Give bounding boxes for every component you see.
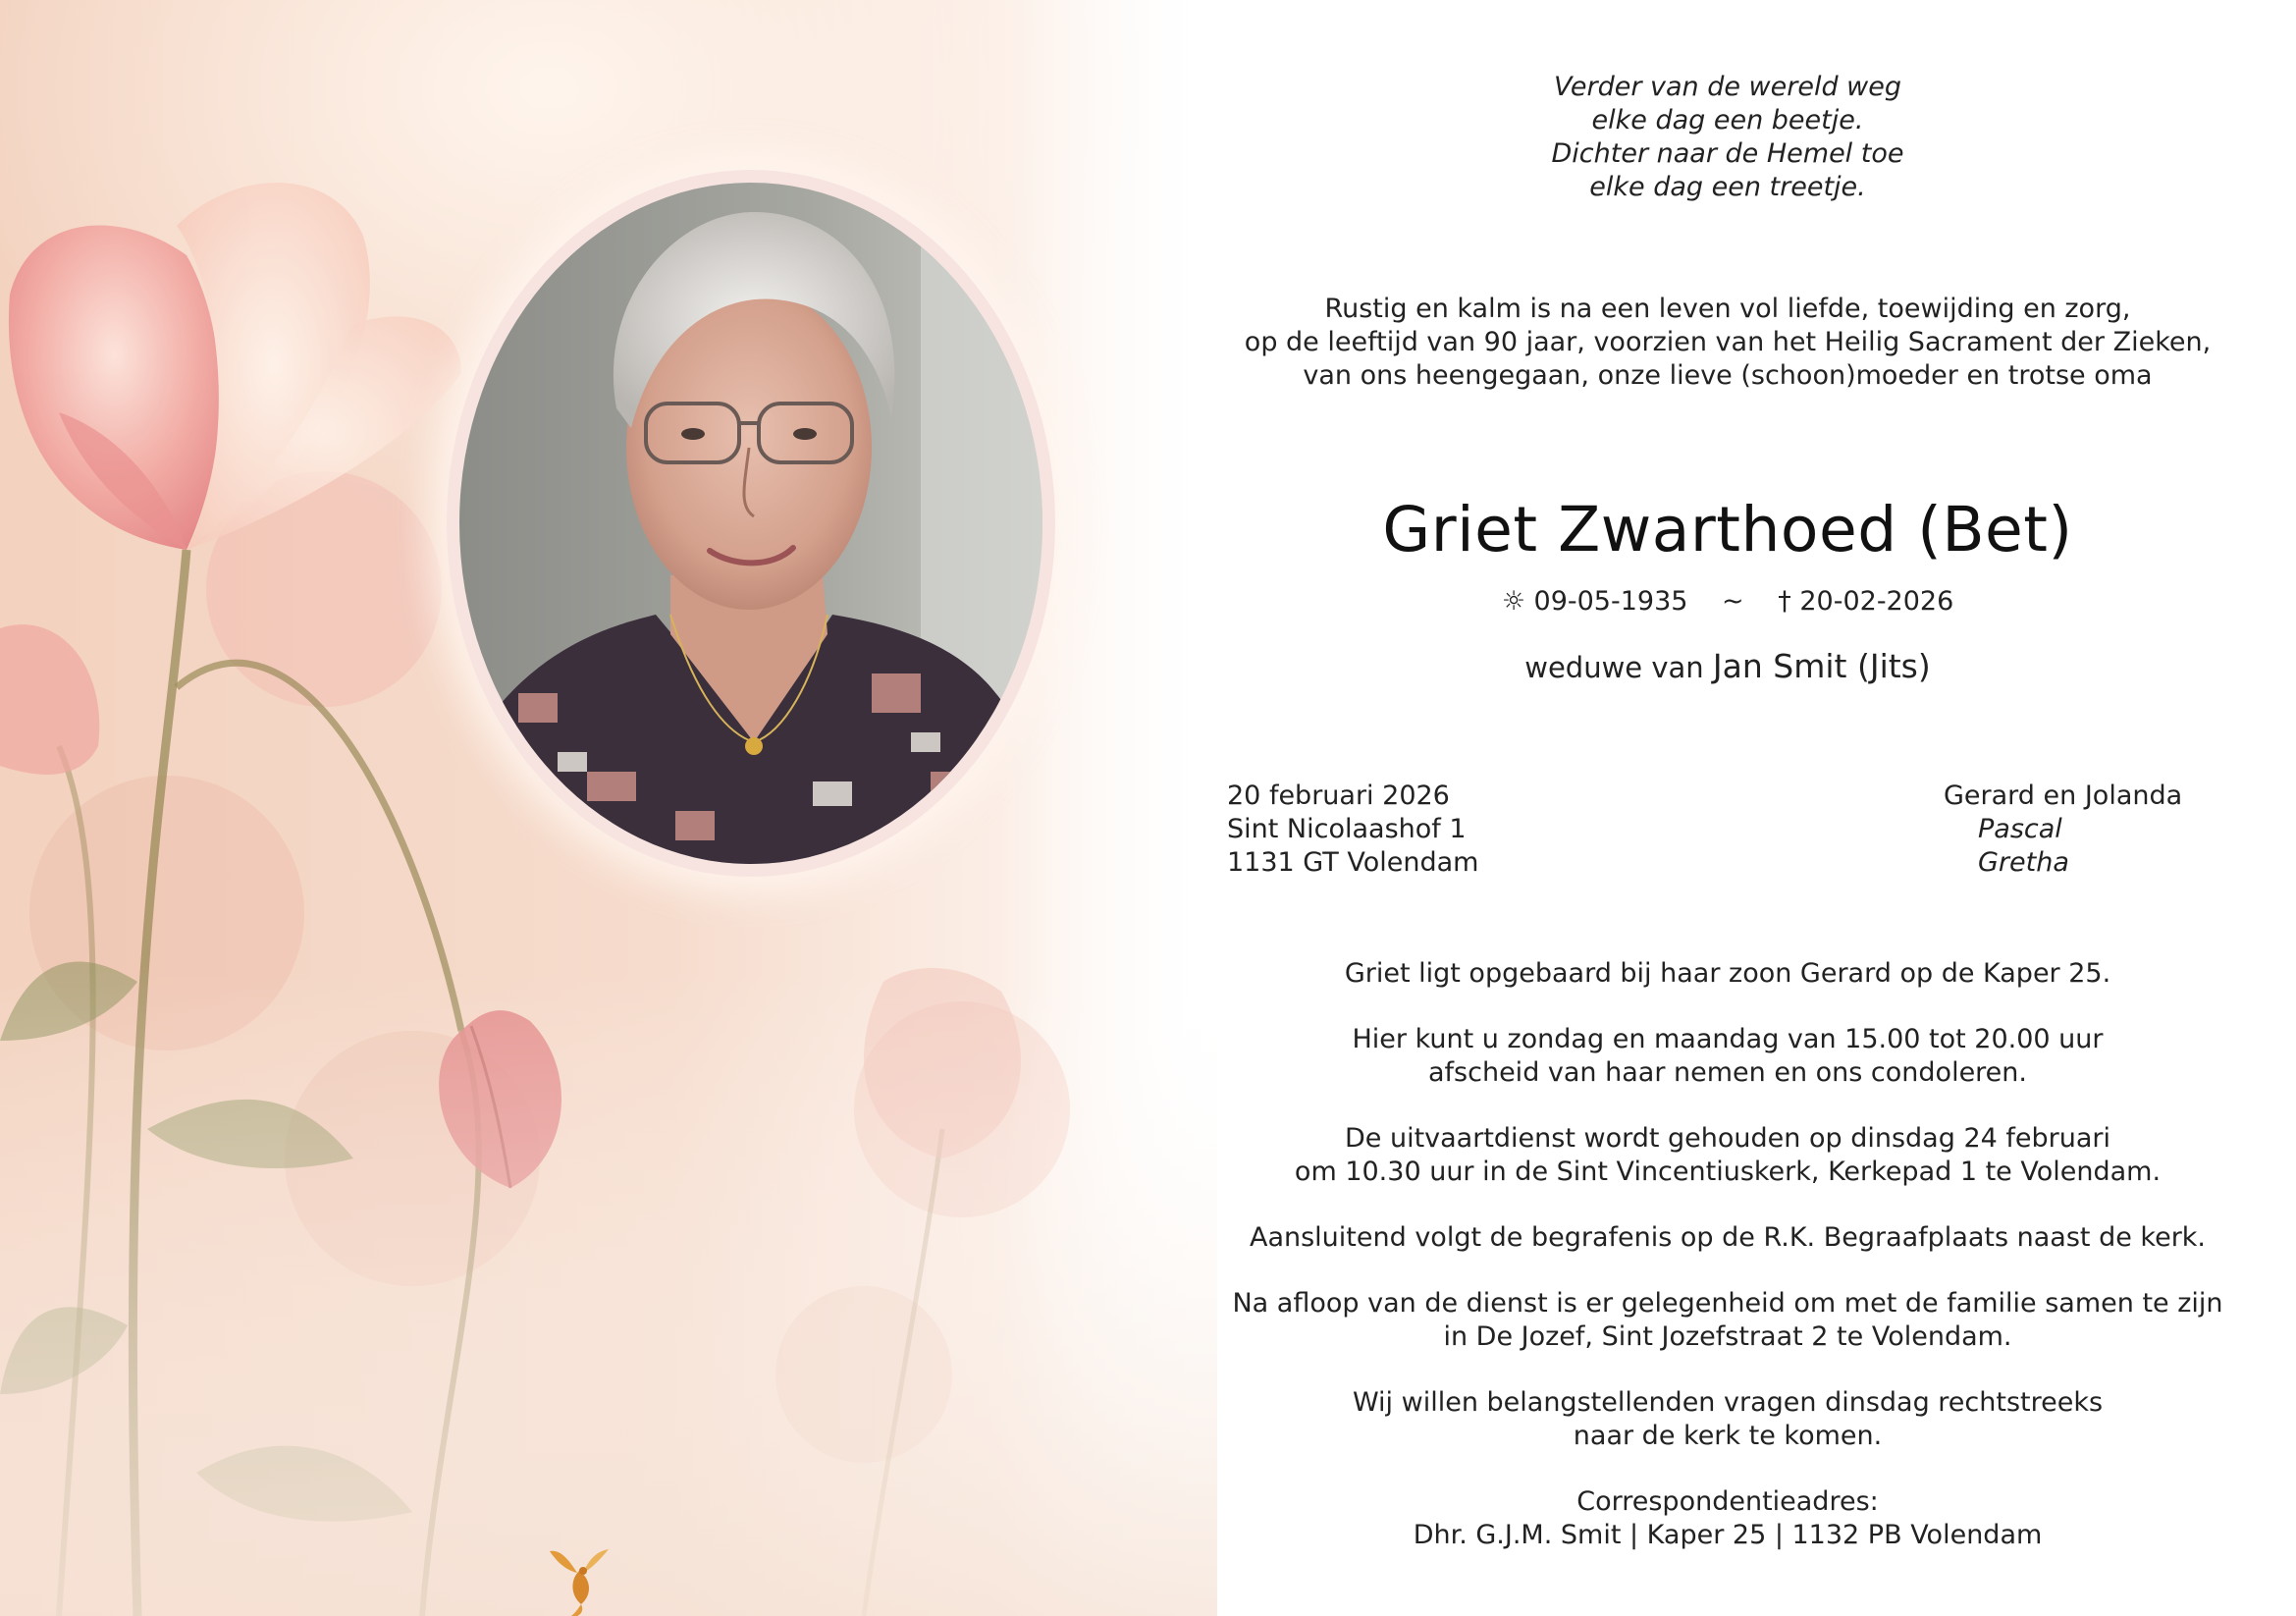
grandchild-name: Gretha [1978, 847, 2069, 878]
poem-line: elke dag een treetje. [1589, 172, 1866, 202]
info-paragraph [1198, 1287, 2258, 1354]
intro-line: Rustig en kalm is na een leven vol liefde, toewijding en zorg, [1324, 294, 2131, 324]
info-line: naar de kerk te komen. [1573, 1421, 1883, 1451]
info-paragraph [1198, 1122, 2258, 1189]
poem [1433, 71, 2022, 204]
deceased-name: Griet Zwarthoed (Bet) [1382, 494, 2073, 566]
info-paragraph [1198, 1023, 2258, 1090]
address-city: 1131 GT Volendam [1227, 847, 1479, 878]
info-line: Aansluitend volgt de begrafenis op de R.K. Begraafplaats naast de kerk. [1249, 1222, 2207, 1253]
portrait-photo [459, 183, 1042, 864]
info-paragraph [1198, 1386, 2258, 1453]
info-line: in De Jozef, Sint Jozefstraat 2 te Volendam. [1443, 1321, 2012, 1352]
correspondence-label: Correspondentieadres: [1576, 1486, 1879, 1517]
correspondence-address: Dhr. G.J.M. Smit | Kaper 25 | 1132 PB Volendam [1413, 1520, 2043, 1550]
announcement-intro [1178, 293, 2277, 393]
info-line: om 10.30 uur in de Sint Vincentiuskerk, Kerkepad 1 te Volendam. [1294, 1157, 2162, 1187]
life-dates [1374, 585, 2081, 619]
date-separator: ~ [1722, 586, 1744, 617]
info-line: Na afloop van de dienst is er gelegenheid om met de familie samen te zijn [1232, 1288, 2223, 1319]
death-symbol-icon: † [1778, 586, 1791, 617]
grandchild-name: Pascal [1978, 814, 2062, 844]
info-paragraph [1198, 1221, 2258, 1255]
birth-date: 09-05-1935 [1533, 586, 1688, 617]
info-line: Hier kunt u zondag en maandag van 15.00 tot 20.00 uur [1352, 1024, 2104, 1054]
address-date: 20 februari 2026 [1227, 781, 1450, 811]
info-line: De uitvaartdienst wordt gehouden op dinsdag 24 februari [1344, 1123, 2111, 1154]
family-address [1227, 780, 1718, 880]
info-paragraph [1198, 957, 2258, 991]
family-names [1944, 780, 2258, 880]
widow-prefix: weduwe van [1524, 651, 1704, 684]
death-date: 20-02-2026 [1799, 586, 1954, 617]
info-paragraph [1198, 1485, 2258, 1552]
poem-line: Dichter naar de Hemel toe [1551, 138, 1904, 169]
poem-line: Verder van de wereld weg [1553, 72, 1902, 102]
family-parents: Gerard en Jolanda [1944, 781, 2183, 811]
spouse-name: Jan Smit (Jits) [1712, 647, 1931, 685]
info-line: Griet ligt opgebaard bij haar zoon Gerard op de Kaper 25. [1344, 958, 2111, 989]
intro-line: op de leeftijd van 90 jaar, voorzien van het Heilig Sacrament der Zieken, [1244, 327, 2212, 357]
poem-line: elke dag een beetje. [1591, 105, 1864, 135]
intro-line: van ons heengegaan, onze lieve (schoon)moeder en trotse oma [1303, 360, 2153, 391]
info-line: afscheid van haar nemen en ons condoleren. [1428, 1057, 2027, 1088]
dove-logo-icon [540, 1532, 618, 1616]
widow-line [1325, 648, 2130, 686]
funeral-info [1198, 957, 2258, 1552]
address-street: Sint Nicolaashof 1 [1227, 814, 1467, 844]
birth-symbol-icon: ☼ [1501, 586, 1525, 617]
info-line: Wij willen belangstellenden vragen dinsdag rechtstreeks [1352, 1387, 2104, 1418]
